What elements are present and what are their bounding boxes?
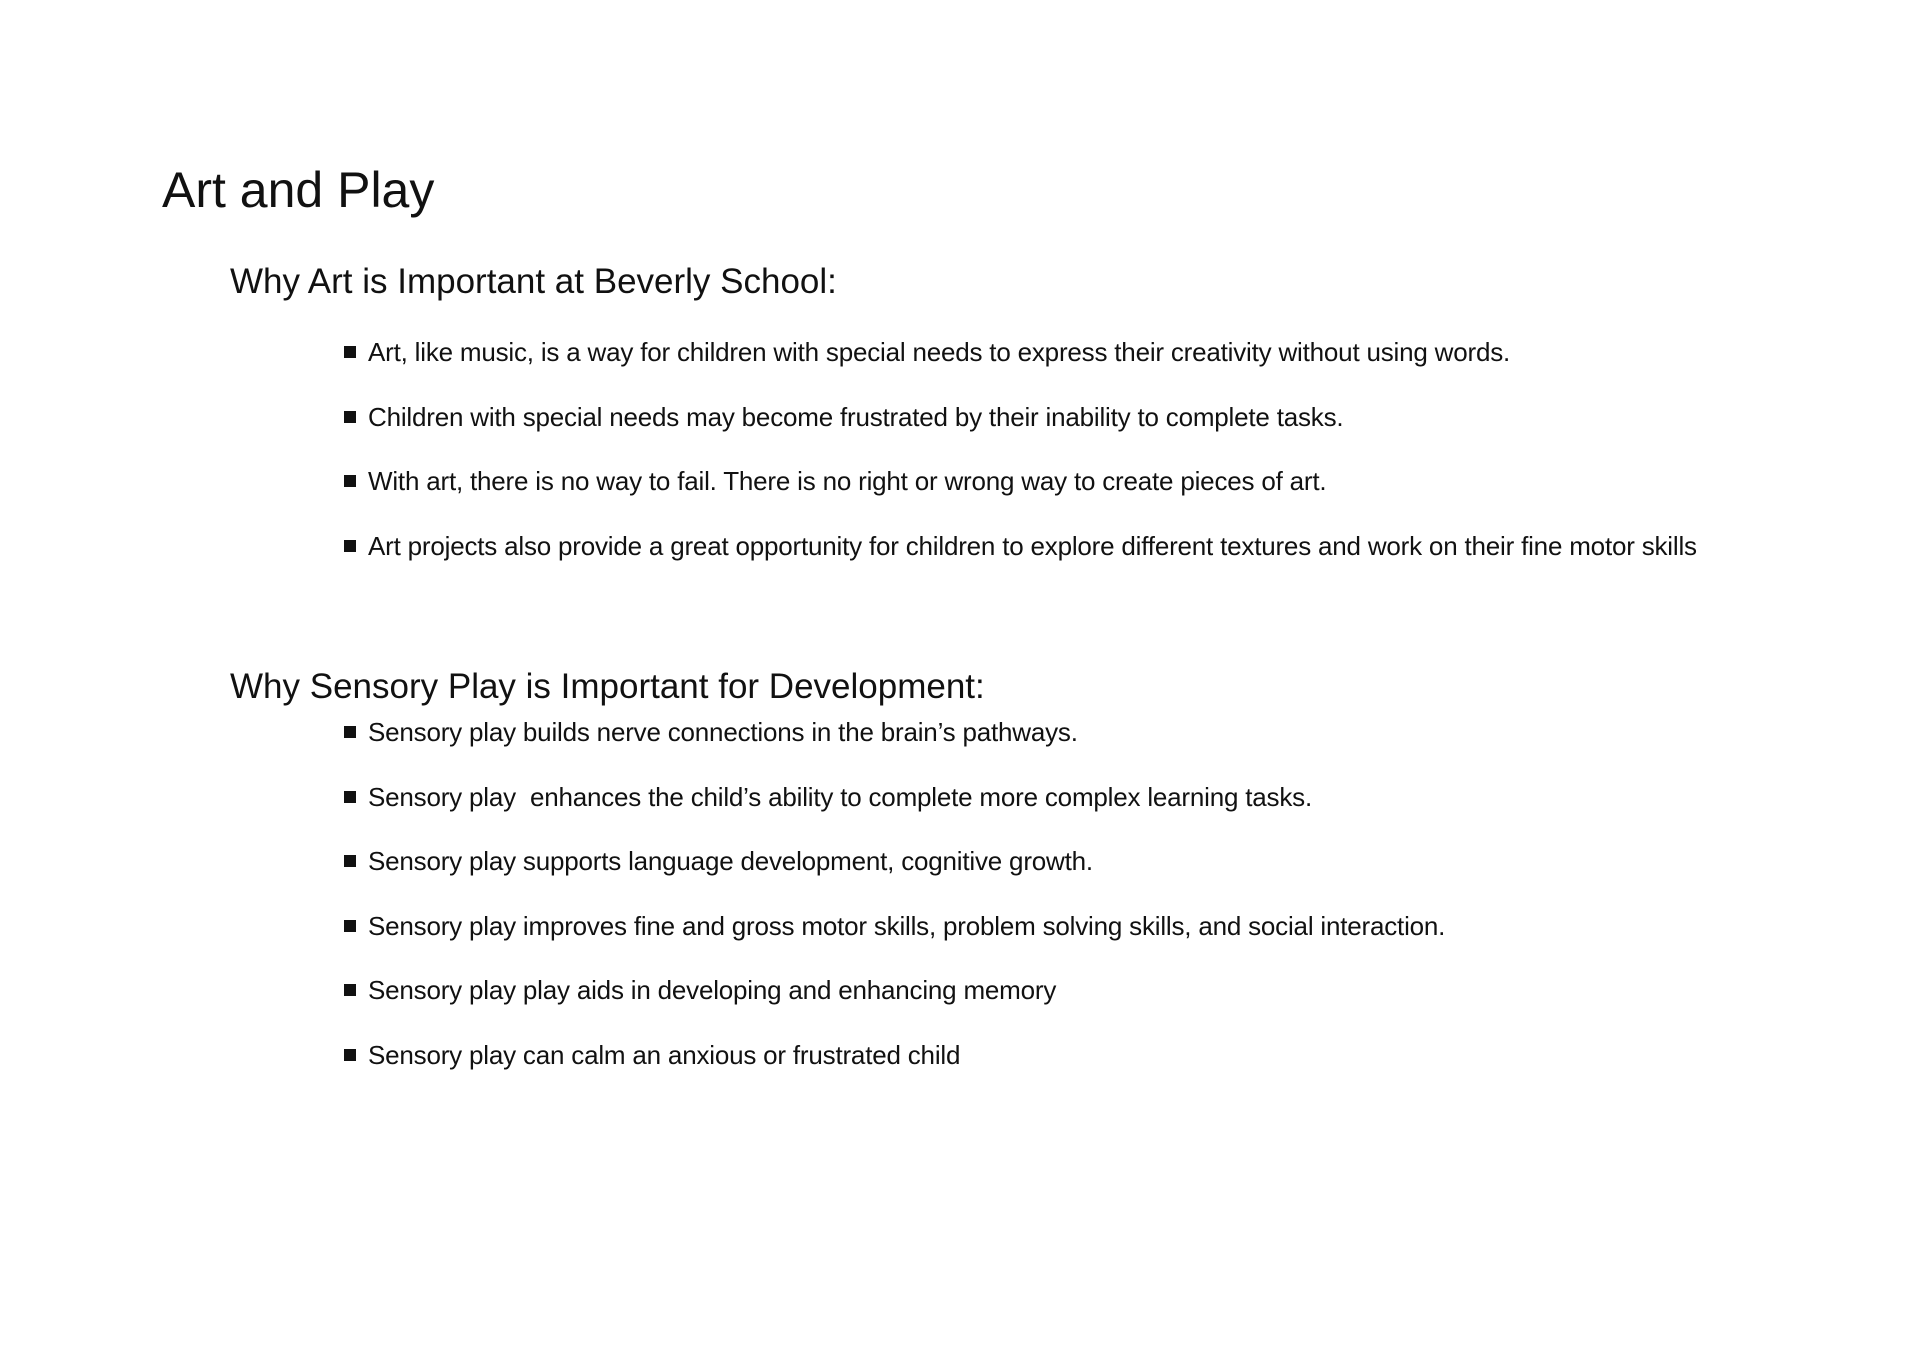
list-item (344, 781, 1445, 846)
section-heading-sensory-play: Why Sensory Play is Important for Development: (230, 667, 985, 706)
square-bullet-icon (344, 346, 356, 358)
list-item (344, 910, 1445, 975)
square-bullet-icon (344, 791, 356, 803)
list-item (344, 716, 1445, 781)
square-bullet-icon (344, 1049, 356, 1061)
square-bullet-icon (344, 726, 356, 738)
section-heading-art: Why Art is Important at Beverly School: (230, 262, 837, 301)
square-bullet-icon (344, 540, 356, 552)
list-item-text: Art, like music, is a way for children with special needs to express their creativity without using words. (368, 337, 1511, 367)
list-item (344, 1039, 1445, 1104)
square-bullet-icon (344, 411, 356, 423)
list-item-text: Art projects also provide a great opportunity for children to explore different textures and work on their fine motor skills (368, 530, 1697, 561)
list-item-text: Sensory play supports language development, cognitive growth. (368, 846, 1093, 876)
sensory-bullet-list (344, 716, 1445, 1103)
list-item-text: Children with special needs may become frustrated by their inability to complete tasks. (368, 401, 1344, 432)
list-item (344, 845, 1445, 910)
list-item (344, 336, 1697, 401)
list-item-text: Sensory play builds nerve connections in the brain’s pathways. (368, 717, 1078, 747)
list-item-text: Sensory play enhances the child’s ability to complete more complex learning tasks. (368, 781, 1312, 812)
list-item (344, 465, 1697, 530)
list-item-text: Sensory play play aids in developing and enhancing memory (368, 975, 1057, 1005)
art-bullet-list (344, 336, 1697, 594)
list-item-text: With art, there is no way to fail. There is no right or wrong way to create pieces of art. (368, 466, 1327, 496)
square-bullet-icon (344, 475, 356, 487)
list-item (344, 530, 1697, 595)
square-bullet-icon (344, 855, 356, 867)
square-bullet-icon (344, 920, 356, 932)
list-item-text: Sensory play improves fine and gross motor skills, problem solving skills, and social interaction. (368, 910, 1446, 941)
list-item (344, 401, 1697, 466)
page-title: Art and Play (162, 162, 435, 218)
square-bullet-icon (344, 984, 356, 996)
list-item (344, 974, 1445, 1039)
list-item-text: Sensory play can calm an anxious or frustrated child (368, 1039, 961, 1070)
